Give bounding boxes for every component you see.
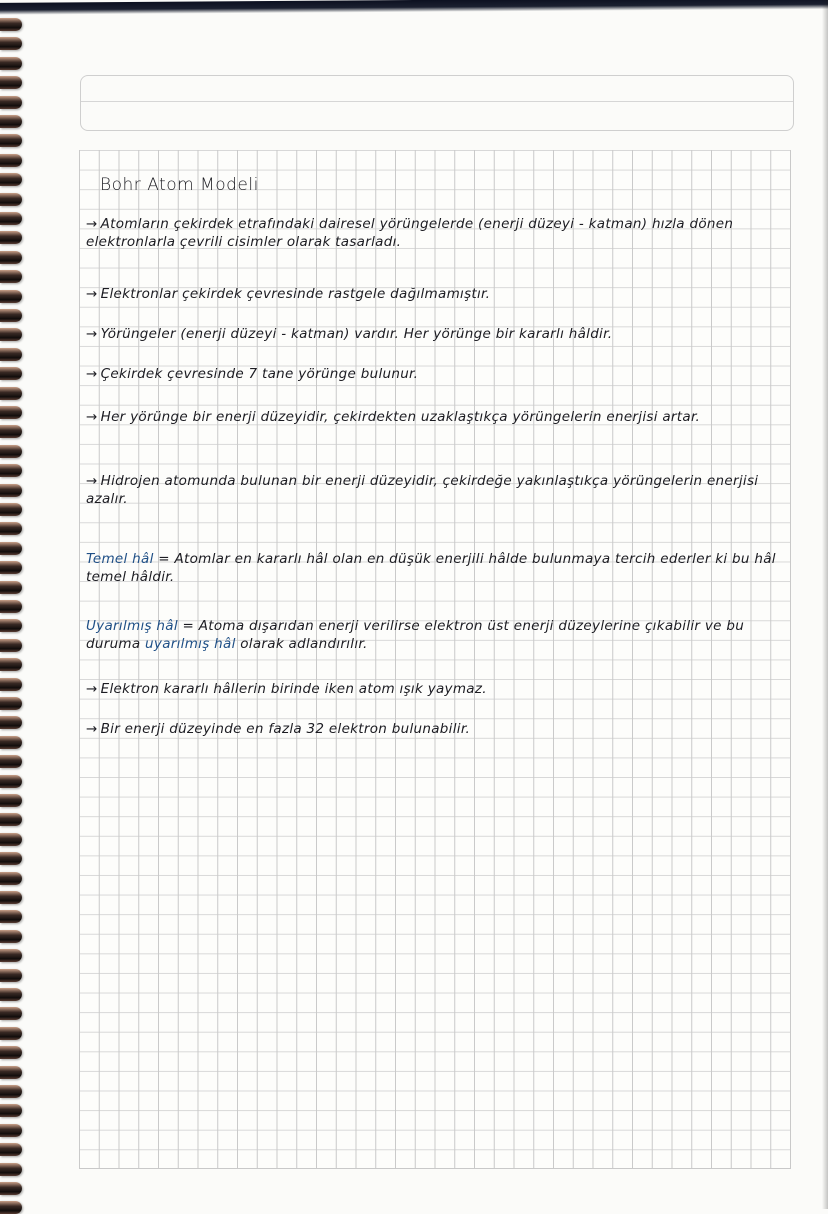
spiral-coil [0, 1182, 22, 1195]
definition-temel-hal [86, 550, 776, 586]
bullet-text: Atomların çekirdek etrafındaki dairesel yörüngelerde (enerji düzeyi - katman) hızla dönen elektronlarla çevrili cisimler olarak tasarladı. [86, 216, 734, 250]
bullet-item [86, 215, 776, 251]
spiral-coil [0, 813, 22, 826]
spiral-coil [0, 445, 22, 458]
bullet-text: Her yörünge bir enerji düzeyidir, çekirdekten uzaklaştıkça yörüngelerin enerjisi artar. [100, 409, 701, 425]
spiral-coil [0, 57, 22, 70]
spiral-coil [0, 891, 22, 904]
page-title: Bohr Atom Modeli [100, 175, 259, 195]
spiral-coil [0, 697, 22, 710]
spiral-coil [0, 231, 22, 244]
spiral-coil [0, 76, 22, 89]
spiral-coil [0, 522, 22, 535]
bullet-item [86, 365, 776, 383]
spiral-coil [0, 134, 22, 147]
spiral-coil [0, 542, 22, 555]
spiral-coil [0, 290, 22, 303]
spiral-coil [0, 639, 22, 652]
spiral-coil [0, 1201, 22, 1214]
notebook-header-box [80, 75, 794, 131]
spiral-coil [0, 367, 22, 380]
spiral-coil [0, 1046, 22, 1059]
spiral-coil [0, 154, 22, 167]
header-divider-line [81, 101, 793, 102]
spiral-coil [0, 833, 22, 846]
bullet-item [86, 720, 776, 738]
spiral-coil [0, 581, 22, 594]
spiral-coil [0, 600, 22, 613]
spiral-binding [0, 10, 26, 1209]
spiral-coil [0, 348, 22, 361]
bullet-item [86, 285, 776, 303]
bullet-item [86, 472, 776, 508]
arrow-icon: → [86, 473, 98, 489]
spiral-coil [0, 949, 22, 962]
definition-text: Atoma dışarıdan enerji verilirse elektron üst enerji düzeylerine çıkabilir ve bu duruma [86, 618, 745, 652]
spiral-coil [0, 270, 22, 283]
spiral-coil [0, 1085, 22, 1098]
bullet-text: Elektron kararlı hâllerin birinde iken atom ışık yaymaz. [100, 681, 487, 697]
bullet-text: Bir enerji düzeyinde en fazla 32 elektron bulunabilir. [100, 721, 471, 737]
spiral-coil [0, 251, 22, 264]
spiral-coil [0, 794, 22, 807]
spiral-coil [0, 1104, 22, 1117]
spiral-coil [0, 96, 22, 109]
spiral-coil [0, 561, 22, 574]
definition-term: Temel hâl [86, 551, 154, 567]
spiral-coil [0, 425, 22, 438]
spiral-coil [0, 755, 22, 768]
photo-top-shadow [0, 0, 828, 15]
definition-uyarilmis-hal [86, 617, 776, 653]
definition-separator: = [153, 551, 175, 567]
spiral-coil [0, 464, 22, 477]
spiral-coil [0, 173, 22, 186]
spiral-coil [0, 872, 22, 885]
spiral-coil [0, 716, 22, 729]
spiral-coil [0, 775, 22, 788]
definition-text: olarak adlandırılır. [235, 636, 368, 652]
spiral-coil [0, 910, 22, 923]
spiral-coil [0, 988, 22, 1001]
bullet-text: Çekirdek çevresinde 7 tane yörünge bulunur. [100, 366, 419, 382]
spiral-coil [0, 1124, 22, 1137]
definition-term: Uyarılmış hâl [86, 618, 178, 634]
bullet-text: Elektronlar çekirdek çevresinde rastgele dağılmamıştır. [100, 286, 491, 302]
spiral-coil [0, 18, 22, 31]
spiral-coil [0, 193, 22, 206]
spiral-coil [0, 1027, 22, 1040]
spiral-coil [0, 37, 22, 50]
arrow-icon: → [86, 721, 98, 737]
bullet-item [86, 408, 776, 426]
definition-separator: = [177, 618, 199, 634]
spiral-coil [0, 387, 22, 400]
bullet-item [86, 680, 776, 698]
spiral-coil [0, 1143, 22, 1156]
arrow-icon: → [86, 366, 98, 382]
spiral-coil [0, 736, 22, 749]
page-edge [822, 0, 828, 1209]
spiral-coil [0, 658, 22, 671]
spiral-coil [0, 406, 22, 419]
arrow-icon: → [86, 286, 98, 302]
bullet-item [86, 325, 776, 343]
spiral-coil [0, 212, 22, 225]
spiral-coil [0, 930, 22, 943]
spiral-coil [0, 852, 22, 865]
arrow-icon: → [86, 681, 98, 697]
spiral-coil [0, 503, 22, 516]
spiral-coil [0, 678, 22, 691]
spiral-coil [0, 619, 22, 632]
spiral-coil [0, 115, 22, 128]
spiral-coil [0, 484, 22, 497]
spiral-coil [0, 1066, 22, 1079]
arrow-icon: → [86, 326, 98, 342]
spiral-coil [0, 328, 22, 341]
definition-text: Atomlar en kararlı hâl olan en düşük enerjili hâlde bulunmaya tercih ederler ki bu hâl temel hâldir. [86, 551, 776, 585]
spiral-coil [0, 969, 22, 982]
spiral-coil [0, 309, 22, 322]
arrow-icon: → [86, 216, 98, 232]
bullet-text: Yörüngeler (enerji düzeyi - katman) vardır. Her yörünge bir kararlı hâldir. [100, 326, 613, 342]
definition-term-inline: uyarılmış hâl [145, 636, 236, 652]
spiral-coil [0, 1163, 22, 1176]
bullet-text: Hidrojen atomunda bulunan bir enerji düzeyidir, çekirdeğe yakınlaştıkça yörüngelerin enerjisi azalır. [86, 473, 759, 507]
spiral-coil [0, 1007, 22, 1020]
arrow-icon: → [86, 409, 98, 425]
